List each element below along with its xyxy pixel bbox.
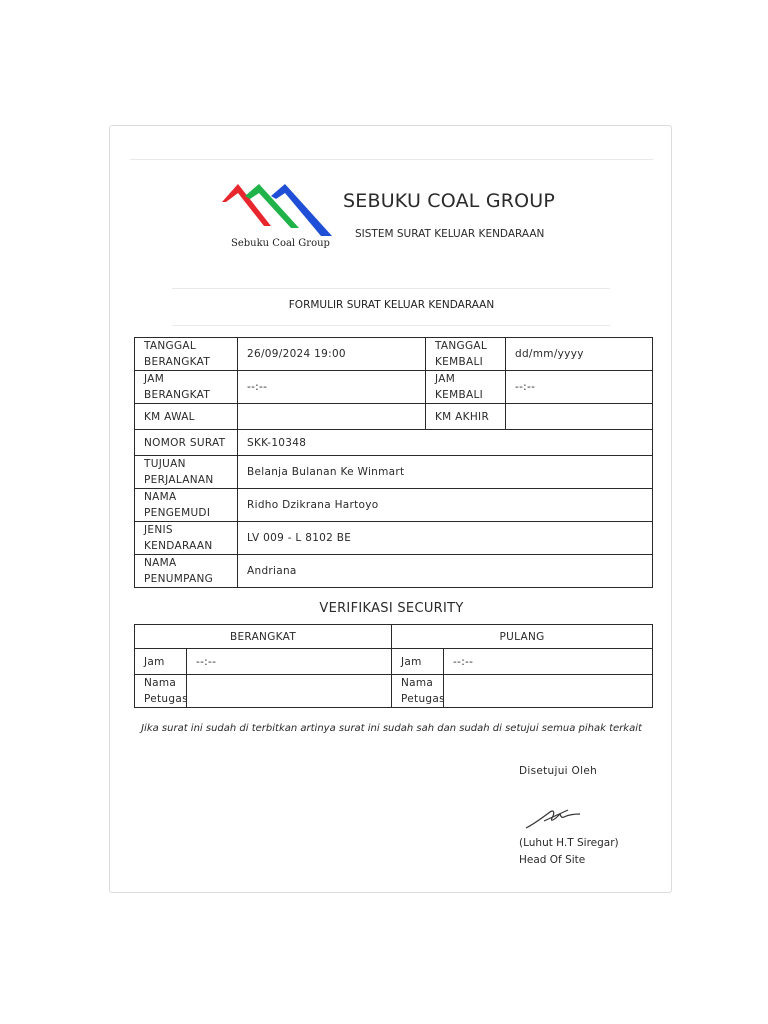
top-divider <box>130 159 653 160</box>
table-row <box>135 522 653 555</box>
tanggal-kembali-input[interactable]: dd/mm/yyyy <box>506 338 653 371</box>
pulang-petugas-input[interactable] <box>444 675 653 708</box>
field-label: Nama Petugas <box>392 675 444 708</box>
logo-caption: Sebuku Coal Group <box>231 238 330 249</box>
berangkat-header: BERANGKAT <box>135 625 392 649</box>
pulang-jam-input[interactable]: --:-- <box>444 649 653 675</box>
approved-by-label: Disetujui Oleh <box>519 765 598 777</box>
table-row <box>135 675 653 708</box>
table-row <box>135 489 653 522</box>
table-row <box>135 404 653 430</box>
title-divider-top <box>172 288 610 289</box>
vehicle-form-table <box>134 337 653 588</box>
system-subtitle: SISTEM SURAT KELUAR KENDARAAN <box>355 228 545 240</box>
document-card <box>109 125 672 893</box>
title-divider-bottom <box>172 325 610 326</box>
field-label: NAMA PENUMPANG <box>135 555 238 588</box>
km-awal-input[interactable] <box>238 404 426 430</box>
company-name: SEBUKU COAL GROUP <box>343 190 556 212</box>
tanggal-berangkat-input[interactable]: 26/09/2024 19:00 <box>238 338 426 371</box>
field-label: TANGGAL BERANGKAT <box>135 338 238 371</box>
nomor-surat-value: SKK-10348 <box>238 430 653 456</box>
jam-berangkat-input[interactable]: --:-- <box>238 371 426 404</box>
field-label: TANGGAL KEMBALI <box>426 338 506 371</box>
field-label: NOMOR SURAT <box>135 430 238 456</box>
field-label: JAM KEMBALI <box>426 371 506 404</box>
signature-image <box>524 804 588 832</box>
field-label: JENIS KENDARAAN <box>135 522 238 555</box>
jam-kembali-input[interactable]: --:-- <box>506 371 653 404</box>
field-label: Jam <box>135 649 187 675</box>
form-title: FORMULIR SURAT KELUAR KENDARAAN <box>288 299 495 311</box>
table-row <box>135 456 653 489</box>
field-label: NAMA PENGEMUDI <box>135 489 238 522</box>
validity-note: Jika surat ini sudah di terbitkan artinya surat ini sudah sah dan sudah di setujui semua pihak terkait <box>141 723 642 734</box>
field-label: KM AWAL <box>135 404 238 430</box>
berangkat-jam-input[interactable]: --:-- <box>187 649 392 675</box>
table-row <box>135 430 653 456</box>
table-row <box>135 649 653 675</box>
penumpang-value: Andriana <box>238 555 653 588</box>
km-akhir-input[interactable] <box>506 404 653 430</box>
verification-title: VERIFIKASI SECURITY <box>319 601 464 616</box>
field-label: JAM BERANGKAT <box>135 371 238 404</box>
field-label: Nama Petugas <box>135 675 187 708</box>
pulang-header: PULANG <box>392 625 653 649</box>
berangkat-petugas-input[interactable] <box>187 675 392 708</box>
field-label: KM AKHIR <box>426 404 506 430</box>
kendaraan-value: LV 009 - L 8102 BE <box>238 522 653 555</box>
signer-position: Head Of Site <box>519 854 586 866</box>
signer-name: (Luhut H.T Siregar) <box>519 837 619 849</box>
table-row <box>135 625 653 649</box>
pengemudi-value: Ridho Dzikrana Hartoyo <box>238 489 653 522</box>
table-row <box>135 555 653 588</box>
table-row <box>135 371 653 404</box>
table-row <box>135 338 653 371</box>
field-label: Jam <box>392 649 444 675</box>
security-verification-table <box>134 624 653 708</box>
field-label: TUJUAN PERJALANAN <box>135 456 238 489</box>
tujuan-value: Belanja Bulanan Ke Winmart <box>238 456 653 489</box>
